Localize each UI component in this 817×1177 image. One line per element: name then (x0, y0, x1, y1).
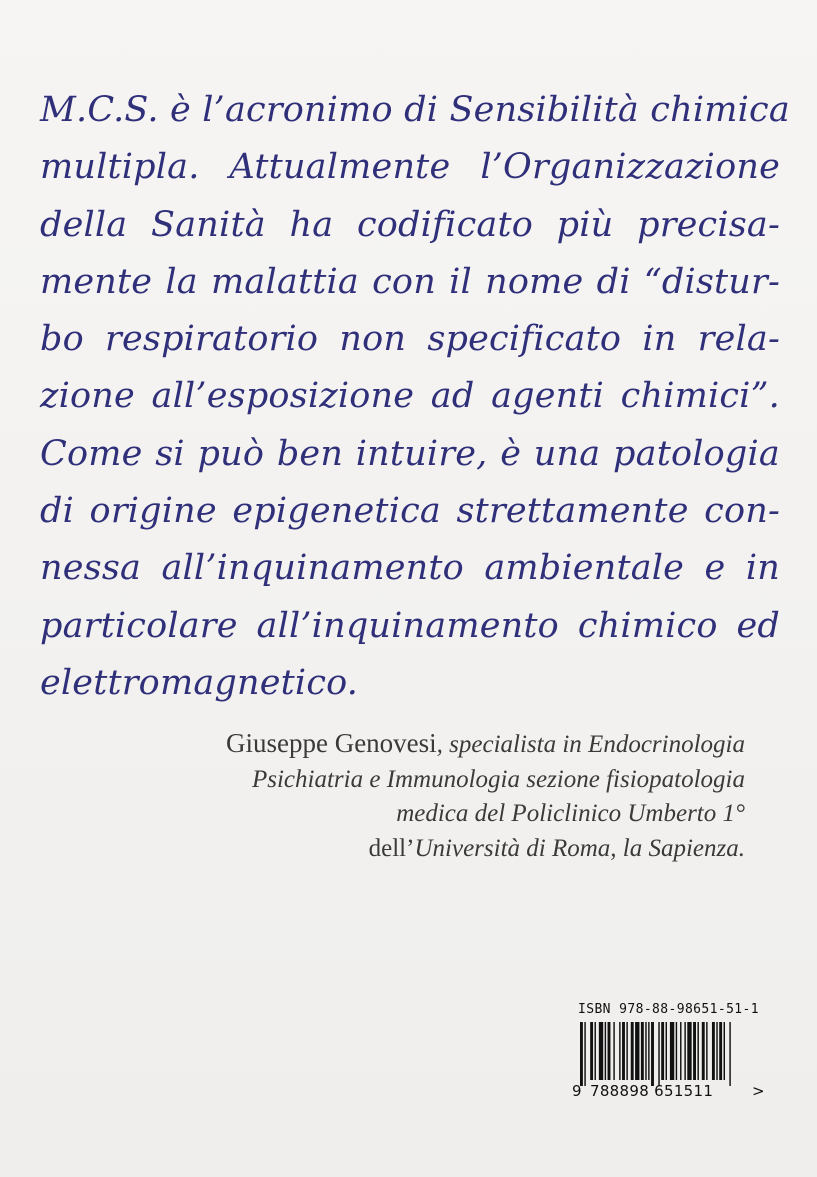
barcode-bar (693, 1022, 696, 1080)
barcode-bar (702, 1022, 705, 1080)
attribution-line-4 (85, 832, 745, 867)
barcode-bar (635, 1022, 639, 1080)
blurb-line: mente la malattia con il nome di “distur- (40, 261, 780, 302)
barcode-bar (716, 1022, 717, 1080)
attribution-line-1 (85, 726, 745, 763)
barcode-bar (648, 1022, 649, 1080)
blurb-line: Come si può ben intuire, è una patologia (40, 433, 780, 474)
barcode-bar (626, 1022, 627, 1080)
blurb-line: di origine epigenetica strettamente con- (40, 491, 780, 532)
blurb-line: della Sanità ha codificato più precisa- (40, 204, 780, 245)
barcode-bar (613, 1022, 614, 1080)
barcode-bar (670, 1022, 674, 1080)
barcode-bar (712, 1022, 715, 1080)
barcode-bar (697, 1022, 698, 1080)
barcode-bar (729, 1022, 730, 1086)
barcode-bar (631, 1022, 634, 1080)
blurb-line: elettromagnetico. (40, 662, 359, 703)
attribution-prefix: dell’ (368, 834, 415, 862)
blurb-line: particolare all’inquinamento chimico ed (40, 605, 780, 646)
barcode-bar (666, 1022, 667, 1080)
barcode-bar (641, 1022, 644, 1080)
barcode-bar (658, 1022, 659, 1086)
barcode-bar (608, 1022, 611, 1080)
barcode-bar (676, 1022, 677, 1080)
barcode-icon (570, 1022, 770, 1086)
blurb-line: bo respiratorio non specificato in rela- (40, 319, 780, 360)
barcode-bar (706, 1022, 707, 1080)
barcode-bar (580, 1022, 583, 1086)
author-name: Giuseppe Genovesi (225, 728, 437, 758)
barcode-bar (651, 1022, 654, 1086)
barcode-bar (599, 1022, 603, 1080)
barcode-bar (622, 1022, 625, 1080)
attribution-university: Università di Roma, la Sapienza. (414, 834, 745, 862)
isbn-barcode (570, 1000, 770, 1100)
cover-blurb (40, 82, 790, 712)
author-attribution (85, 726, 745, 866)
barcode-digit-groups: 788898 651511 (590, 1082, 714, 1100)
isbn-label: ISBN 978-88-98651-51-1 (578, 1002, 759, 1017)
author-title: , specialista in Endocrinologia (436, 731, 745, 758)
barcode-bar (719, 1022, 722, 1080)
barcode-bar (687, 1022, 691, 1080)
barcode-bar (684, 1022, 685, 1080)
barcode-bar (584, 1022, 585, 1086)
barcode-arrow: > (752, 1082, 765, 1100)
barcode-bar (661, 1022, 664, 1080)
barcode-bar (595, 1022, 596, 1080)
barcode-bar (724, 1022, 725, 1080)
attribution-line-2: Psichiatria e Immunologia sezione fisiopatologia (251, 765, 745, 793)
barcode-bar (645, 1022, 646, 1080)
blurb-line: zione all’esposizione ad agenti chimici”. (40, 376, 780, 417)
barcode-bar (605, 1022, 606, 1080)
blurb-line: M.C.S. è l’acronimo di Sensibilità chimica (40, 90, 790, 130)
barcode-bar (590, 1022, 593, 1080)
blurb-line: nessa all’inquinamento ambientale e in (40, 548, 780, 589)
barcode-bar (619, 1022, 620, 1080)
attribution-line-3: medica del Policlinico Umberto 1° (396, 800, 745, 827)
barcode-bar (680, 1022, 681, 1080)
blurb-line: multipla. Attualmente l’Organizzazione (40, 147, 780, 188)
barcode-first-digit: 9 (572, 1082, 582, 1100)
